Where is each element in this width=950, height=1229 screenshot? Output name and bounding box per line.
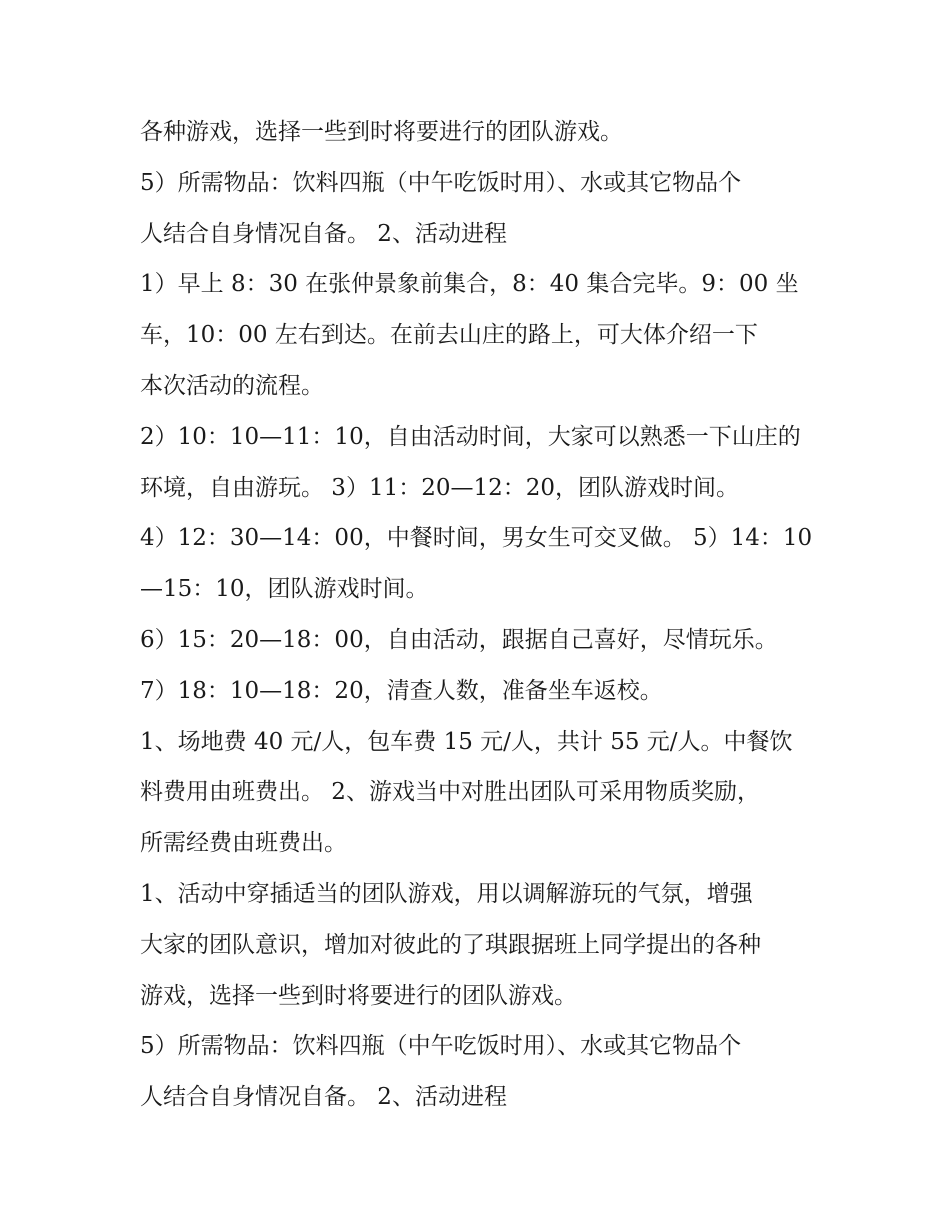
- text-line: 5）所需物品：饮料四瓶（中午吃饭时用）、水或其它物品个: [140, 169, 742, 196]
- text-line: 人结合自身情况自备。 2、活动进程: [140, 1084, 507, 1111]
- text-line: 游戏，选择一些到时将要进行的团队游戏。: [140, 982, 577, 1009]
- text-line: 本次活动的流程。: [140, 372, 324, 399]
- text-line: 7）18：10—18：20，清查人数，准备坐车返校。: [140, 677, 663, 704]
- text-line: 6）15：20—18：00，自由活动，跟据自己喜好，尽情玩乐。: [140, 626, 778, 653]
- document-body: [140, 107, 820, 1123]
- text-line: 所需经费由班费出。: [140, 830, 347, 857]
- text-line: 人结合自身情况自备。 2、活动进程: [140, 220, 507, 247]
- text-line: 车，10：00 左右到达。在前去山庄的路上，可大体介绍一下: [140, 322, 758, 349]
- text-line: 5）所需物品：饮料四瓶（中午吃饭时用）、水或其它物品个: [140, 1033, 742, 1060]
- text-line: 4）12：30—14：00，中餐时间，男女生可交叉做。 5）14：10: [140, 525, 813, 552]
- text-line: 1、活动中穿插适当的团队游戏，用以调解游玩的气氛，增强: [140, 880, 753, 907]
- text-line: 各种游戏，选择一些到时将要进行的团队游戏。: [140, 119, 623, 145]
- text-line: —15：10，团队游戏时间。: [140, 576, 429, 603]
- text-line: 环境，自由游玩。 3）11：20—12：20，团队游戏时间。: [140, 474, 740, 501]
- text-line: 1、场地费 40 元/人，包车费 15 元/人，共计 55 元/人。中餐饮: [140, 728, 793, 755]
- text-line: 大家的团队意识，增加对彼此的了琪跟据班上同学提出的各种: [140, 931, 761, 958]
- text-line: 料费用由班费出。 2、游戏当中对胜出团队可采用物质奖励，: [140, 779, 760, 806]
- text-line: 1）早上 8：30 在张仲景象前集合，8：40 集合完毕。9：00 坐: [140, 271, 799, 298]
- text-line: 2）10：10—11：10，自由活动时间，大家可以熟悉一下山庄的: [140, 423, 801, 450]
